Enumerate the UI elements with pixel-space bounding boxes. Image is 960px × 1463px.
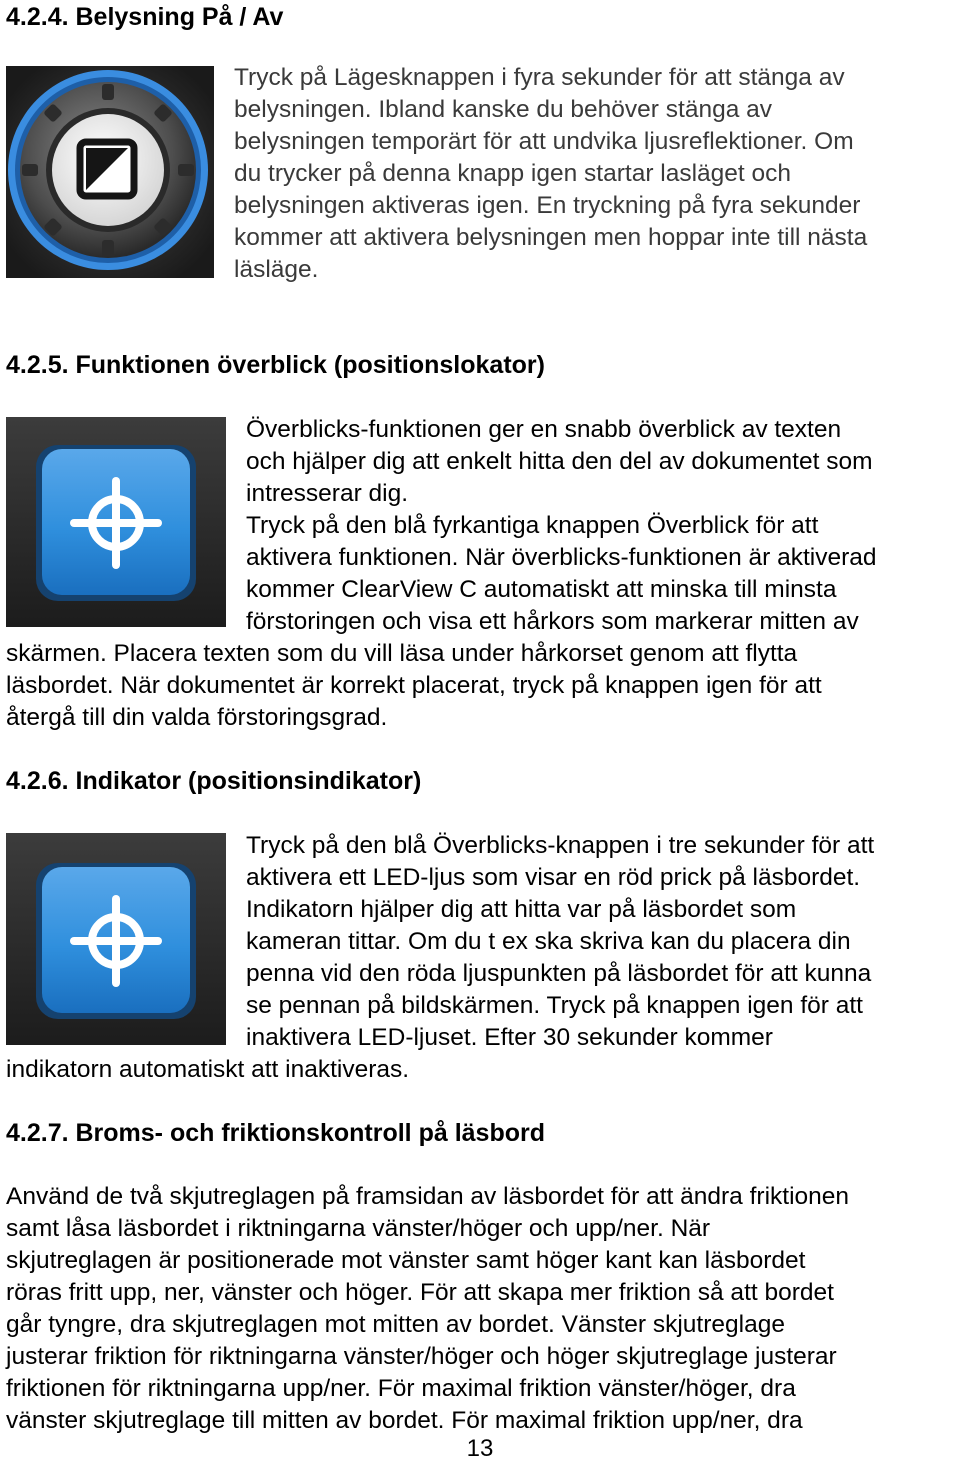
text-line: kommer att aktivera belysningen men hoppar inte till nästa xyxy=(234,224,868,251)
text-line: Tryck på den blå Överblicks-knappen i tre sekunder för att xyxy=(246,832,875,859)
text-line: förstoringen och visa ett hårkors som markerar mitten av xyxy=(246,608,859,635)
text-line: läsbordet. När dokumentet är korrekt placerat, tryck på knappen igen för att xyxy=(6,672,822,699)
paragraph-4-2-6-full xyxy=(6,1054,409,1086)
text-line: kameran tittar. Om du t ex ska skriva kan du placera din xyxy=(246,928,851,955)
text-line: och hjälper dig att enkelt hitta den del av dokumentet som xyxy=(246,448,873,475)
text-line: indikatorn automatiskt att inaktiveras. xyxy=(6,1056,410,1083)
text-line: går tyngre, dra skjutreglagen mot mitten av bordet. Vänster skjutreglage xyxy=(6,1311,785,1338)
paragraph-4-2-6-indented xyxy=(246,830,874,1054)
text-line: kommer ClearView C automatiskt att minska till minsta xyxy=(246,576,837,603)
text-line: skjutreglagen är positionerade mot vänster samt höger kant kan läsbordet xyxy=(6,1247,806,1274)
mode-button-image xyxy=(6,66,214,278)
text-line: Tryck på Lägesknappen i fyra sekunder för att stänga av xyxy=(234,64,845,91)
text-line: läsläge. xyxy=(234,256,319,283)
section-heading-4-2-6: 4.2.6. Indikator (positionsindikator) xyxy=(6,767,422,795)
indicator-button-image xyxy=(6,833,226,1045)
paragraph-4-2-5-indented xyxy=(246,414,877,638)
text-line: aktivera funktionen. När överblicks-funktionen är aktiverad xyxy=(246,544,877,571)
paragraph-4-2-5-full xyxy=(6,638,822,734)
text-line: samt låsa läsbordet i riktningarna vänster/höger och upp/ner. När xyxy=(6,1215,711,1242)
text-line: Tryck på den blå fyrkantiga knappen Överblick för att xyxy=(246,512,819,539)
text-line: röras fritt upp, ner, vänster och höger. För att skapa mer friktion så att bordet xyxy=(6,1279,834,1306)
text-line: se pennan på bildskärmen. Tryck på knappen igen för att xyxy=(246,992,863,1019)
text-line: vänster skjutreglage till mitten av bordet. För maximal friktion upp/ner, dra xyxy=(6,1407,803,1434)
paragraph-4-2-7 xyxy=(6,1181,849,1437)
text-line: penna vid den röda ljuspunkten på läsbordet för att kunna xyxy=(246,960,872,987)
page-number: 13 xyxy=(466,1435,494,1462)
text-line: belysningen. Ibland kanske du behöver stänga av xyxy=(234,96,773,123)
text-line: Använd de två skjutreglagen på framsidan av läsbordet för att ändra friktionen xyxy=(6,1183,850,1210)
section-heading-4-2-5: 4.2.5. Funktionen överblick (positionslokator) xyxy=(6,351,545,379)
text-line: Överblicks-funktionen ger en snabb överblick av texten xyxy=(246,416,842,443)
section-heading-4-2-7: 4.2.7. Broms- och friktionskontroll på läsbord xyxy=(6,1119,545,1147)
section-heading-4-2-4: 4.2.4. Belysning På / Av xyxy=(6,3,284,31)
text-line: justerar friktion för riktningarna vänster/höger och höger skjutreglage justerar xyxy=(6,1343,837,1370)
text-line: aktivera ett LED-ljus som visar en röd prick på läsbordet. xyxy=(246,864,861,891)
text-line: intresserar dig. xyxy=(246,480,409,507)
overview-button-image xyxy=(6,417,226,627)
text-line: friktionen för riktningarna upp/ner. För maximal friktion vänster/höger, dra xyxy=(6,1375,796,1402)
text-line: skärmen. Placera texten som du vill läsa under hårkorset genom att flytta xyxy=(6,640,798,667)
text-line: återgå till din valda förstoringsgrad. xyxy=(6,704,388,731)
paragraph-4-2-4 xyxy=(234,62,867,286)
text-line: belysningen aktiveras igen. En tryckning på fyra sekunder xyxy=(234,192,861,219)
text-line: belysningen temporärt för att undvika ljusreflektioner. Om xyxy=(234,128,854,155)
text-line: inaktivera LED-ljuset. Efter 30 sekunder kommer xyxy=(246,1024,773,1051)
text-line: Indikatorn hjälper dig att hitta var på läsbordet som xyxy=(246,896,797,923)
text-line: du trycker på denna knapp igen startar lasläget och xyxy=(234,160,792,187)
